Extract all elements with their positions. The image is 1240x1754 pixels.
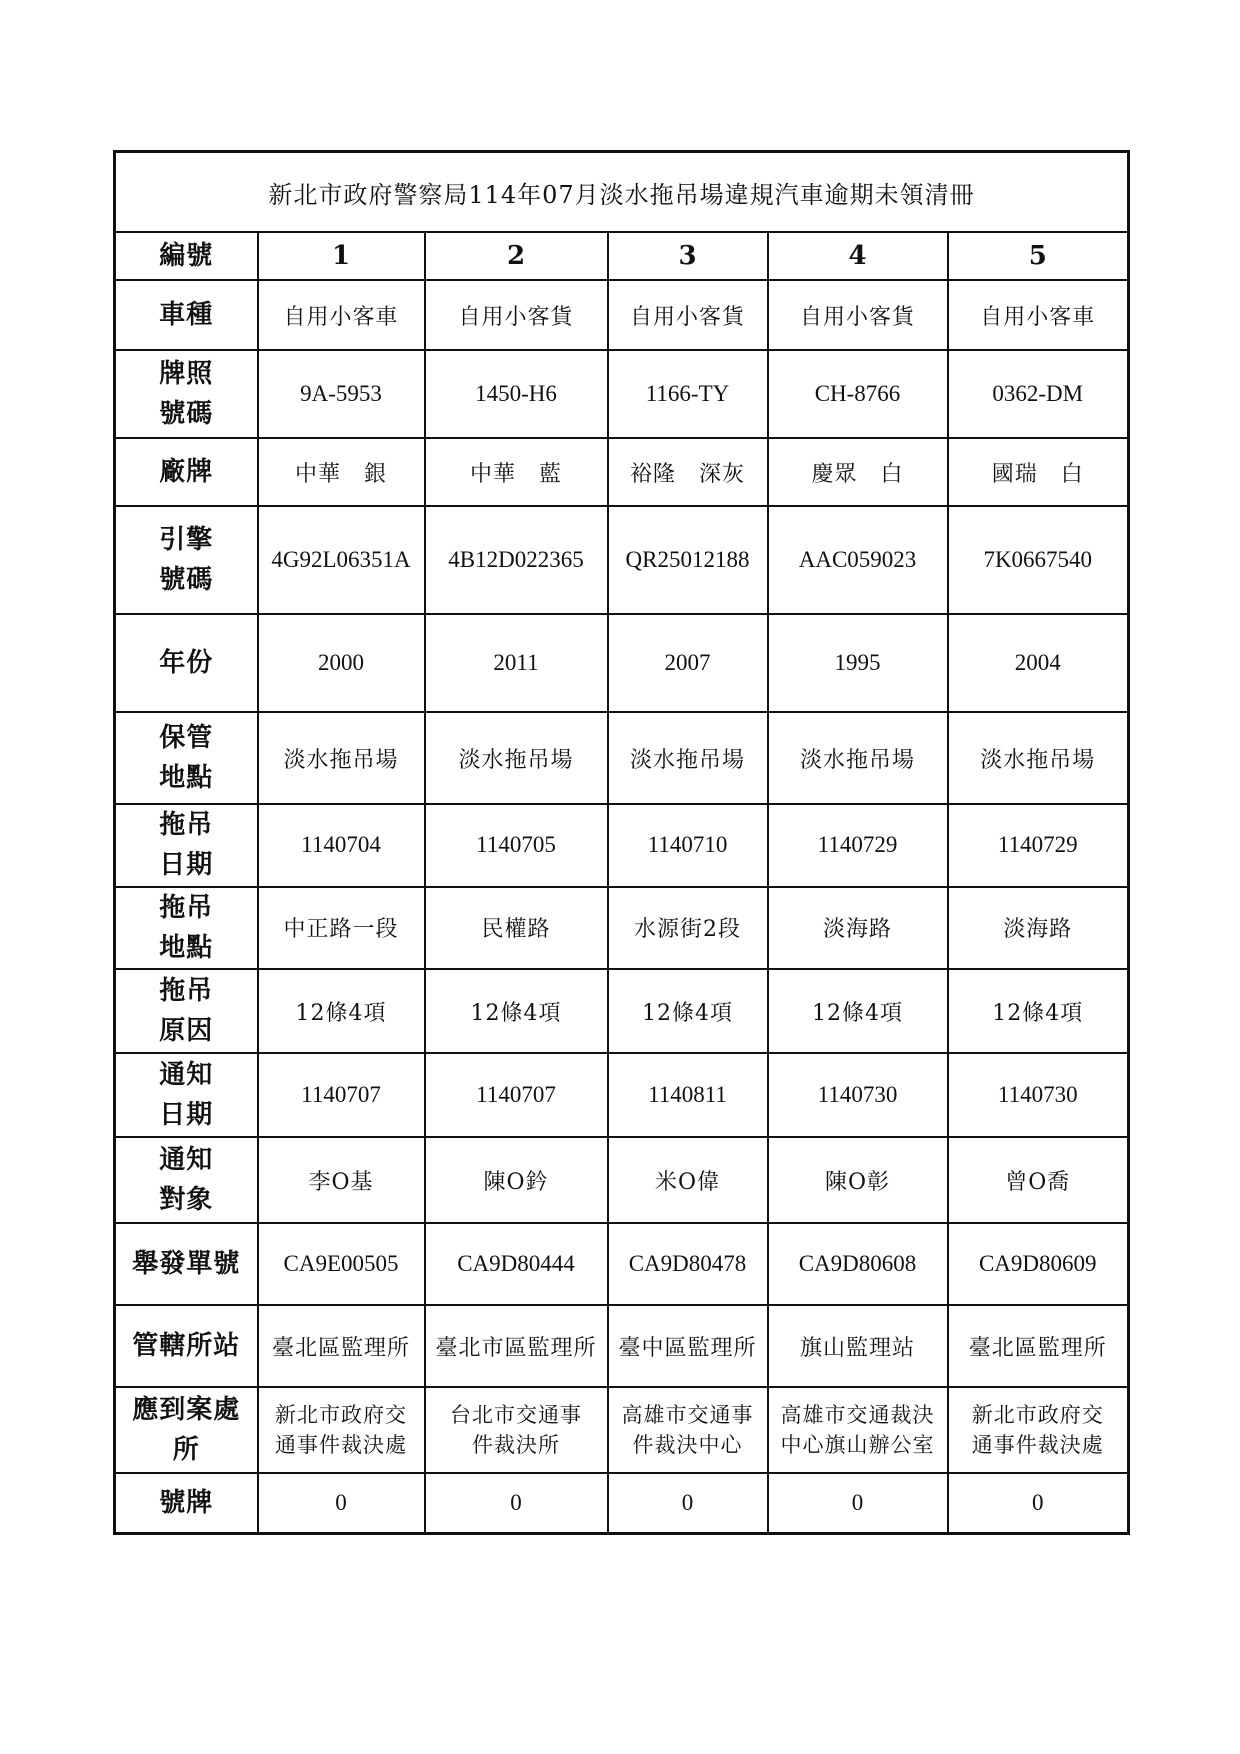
row-label-brand <box>115 438 258 506</box>
row-tow-location <box>115 887 1129 970</box>
row-notice-date <box>115 1053 1129 1137</box>
cell-id-2: 2 <box>425 232 608 280</box>
row-label-storage-location <box>115 712 258 804</box>
row-label-tow-location <box>115 887 258 970</box>
cell-tow-date-3: 1140710 <box>608 804 768 887</box>
row-label-line: 通知 <box>159 1059 214 1090</box>
row-label-plate-number <box>115 350 258 438</box>
cell-brand-5: 國瑞 白 <box>948 438 1129 506</box>
row-label-line: 地點 <box>159 932 214 963</box>
cell-tow-date-1: 1140704 <box>258 804 425 887</box>
row-label-line: 拖吊 <box>159 892 214 923</box>
cell-tow-reason-3: 12條4項 <box>608 969 768 1053</box>
row-label-line: 號碼 <box>159 565 214 595</box>
cell-engine-number-5: 7K0667540 <box>948 506 1129 614</box>
row-vehicle-type <box>115 280 1129 350</box>
row-label-line: 對象 <box>159 1185 214 1216</box>
cell-ticket-number-3: CA9D80478 <box>608 1223 768 1305</box>
cell-plate-count-1: 0 <box>258 1473 425 1533</box>
cell-tow-location-1: 中正路一段 <box>258 887 425 970</box>
row-tow-date <box>115 804 1129 887</box>
row-label-line: 牌照 <box>159 358 214 389</box>
cell-id-4: 4 <box>768 232 948 280</box>
cell-notice-recipient-1: 李O基 <box>258 1137 425 1223</box>
row-plate-count <box>115 1473 1129 1533</box>
cell-tow-date-2: 1140705 <box>425 804 608 887</box>
row-label-line: 管轄所站 <box>132 1331 241 1362</box>
cell-line: 件裁決中心 <box>632 1433 743 1458</box>
cell-jurisdiction-3: 臺中區監理所 <box>608 1305 768 1387</box>
row-year <box>115 614 1129 712</box>
cell-notice-date-3: 1140811 <box>608 1053 768 1137</box>
row-label-line: 拖吊 <box>159 975 214 1006</box>
cell-notice-date-5: 1140730 <box>948 1053 1129 1137</box>
cell-notice-recipient-3: 米O偉 <box>608 1137 768 1223</box>
cell-vehicle-type-1: 自用小客車 <box>258 280 425 350</box>
row-label-year <box>115 614 258 712</box>
cell-tow-reason-4: 12條4項 <box>768 969 948 1053</box>
cell-brand-2: 中華 藍 <box>425 438 608 506</box>
row-label-notice-date <box>115 1053 258 1137</box>
cell-ticket-number-2: CA9D80444 <box>425 1223 608 1305</box>
cell-id-3: 3 <box>608 232 768 280</box>
cell-year-1: 2000 <box>258 614 425 712</box>
cell-tow-location-4: 淡海路 <box>768 887 948 970</box>
cell-court-office-2 <box>425 1387 608 1473</box>
row-label-plate-count <box>115 1473 258 1533</box>
cell-notice-date-4: 1140730 <box>768 1053 948 1137</box>
cell-court-office-5 <box>948 1387 1129 1473</box>
row-label-notice-recipient <box>115 1137 258 1223</box>
cell-notice-date-1: 1140707 <box>258 1053 425 1137</box>
row-label-line: 地點 <box>159 763 214 793</box>
row-jurisdiction <box>115 1305 1129 1387</box>
cell-tow-reason-1: 12條4項 <box>258 969 425 1053</box>
cell-engine-number-3: QR25012188 <box>608 506 768 614</box>
cell-plate-number-1: 9A-5953 <box>258 350 425 438</box>
cell-line: 通事件裁決處 <box>971 1433 1104 1458</box>
row-label-line: 日期 <box>159 1100 214 1131</box>
row-label-line: 所 <box>172 1435 200 1466</box>
row-storage-location <box>115 712 1129 804</box>
row-label-ticket-number <box>115 1223 258 1305</box>
cell-plate-count-4: 0 <box>768 1473 948 1533</box>
cell-line: 高雄市交通事 <box>621 1402 754 1427</box>
cell-line: 中心旗山辦公室 <box>780 1433 935 1458</box>
cell-line: 通事件裁決處 <box>275 1433 407 1458</box>
cell-vehicle-type-3: 自用小客貨 <box>608 280 768 350</box>
cell-engine-number-4: AAC059023 <box>768 506 948 614</box>
cell-jurisdiction-4: 旗山監理站 <box>768 1305 948 1387</box>
cell-storage-location-3: 淡水拖吊場 <box>608 712 768 804</box>
row-label-tow-reason <box>115 969 258 1053</box>
row-label-line: 車種 <box>159 299 214 330</box>
row-label-line: 拖吊 <box>159 810 214 840</box>
row-label-line: 日期 <box>159 850 214 881</box>
row-label-line: 年份 <box>159 647 214 678</box>
document-title: 新北市政府警察局114年07月淡水拖吊場違規汽車逾期未領清冊 <box>115 152 1129 233</box>
cell-court-office-3 <box>608 1387 768 1473</box>
row-label-id <box>115 232 258 280</box>
row-label-jurisdiction <box>115 1305 258 1387</box>
row-label-line: 保管 <box>159 722 214 753</box>
cell-plate-count-5: 0 <box>948 1473 1129 1533</box>
row-ticket-number <box>115 1223 1129 1305</box>
cell-line: 新北市政府交 <box>971 1402 1104 1427</box>
row-label-line: 號碼 <box>159 399 214 429</box>
row-label-line: 應到案處 <box>132 1394 241 1425</box>
cell-plate-count-3: 0 <box>608 1473 768 1533</box>
row-label-vehicle-type <box>115 280 258 350</box>
cell-year-5: 2004 <box>948 614 1129 712</box>
cell-plate-number-2: 1450-H6 <box>425 350 608 438</box>
cell-plate-number-5: 0362-DM <box>948 350 1129 438</box>
row-plate-number <box>115 350 1129 438</box>
cell-ticket-number-4: CA9D80608 <box>768 1223 948 1305</box>
cell-line: 件裁決所 <box>472 1433 560 1458</box>
cell-ticket-number-1: CA9E00505 <box>258 1223 425 1305</box>
cell-tow-reason-2: 12條4項 <box>425 969 608 1053</box>
row-label-line: 舉發單號 <box>132 1249 241 1280</box>
cell-ticket-number-5: CA9D80609 <box>948 1223 1129 1305</box>
cell-year-3: 2007 <box>608 614 768 712</box>
row-label-line: 編號 <box>159 240 214 271</box>
row-label-line: 廠牌 <box>159 456 214 487</box>
row-label-line: 通知 <box>159 1144 214 1175</box>
cell-notice-date-2: 1140707 <box>425 1053 608 1137</box>
row-id <box>115 232 1129 280</box>
cell-engine-number-2: 4B12D022365 <box>425 506 608 614</box>
overdue-vehicle-register-table <box>113 150 1130 1535</box>
row-label-tow-date <box>115 804 258 887</box>
cell-tow-location-2: 民權路 <box>425 887 608 970</box>
cell-vehicle-type-4: 自用小客貨 <box>768 280 948 350</box>
cell-court-office-4 <box>768 1387 948 1473</box>
cell-storage-location-1: 淡水拖吊場 <box>258 712 425 804</box>
cell-tow-location-3: 水源街2段 <box>608 887 768 970</box>
cell-tow-date-4: 1140729 <box>768 804 948 887</box>
cell-storage-location-4: 淡水拖吊場 <box>768 712 948 804</box>
row-court-office <box>115 1387 1129 1473</box>
cell-vehicle-type-2: 自用小客貨 <box>425 280 608 350</box>
cell-storage-location-5: 淡水拖吊場 <box>948 712 1129 804</box>
row-label-engine-number <box>115 506 258 614</box>
cell-plate-count-2: 0 <box>425 1473 608 1533</box>
cell-year-4: 1995 <box>768 614 948 712</box>
cell-jurisdiction-2: 臺北市區監理所 <box>425 1305 608 1387</box>
cell-jurisdiction-1: 臺北區監理所 <box>258 1305 425 1387</box>
row-brand <box>115 438 1129 506</box>
cell-jurisdiction-5: 臺北區監理所 <box>948 1305 1129 1387</box>
cell-tow-location-5: 淡海路 <box>948 887 1129 970</box>
row-label-line: 引擎 <box>159 524 214 555</box>
row-label-line: 號牌 <box>159 1487 214 1518</box>
cell-line: 高雄市交通裁決 <box>780 1402 935 1427</box>
cell-storage-location-2: 淡水拖吊場 <box>425 712 608 804</box>
cell-notice-recipient-5: 曾O喬 <box>948 1137 1129 1223</box>
cell-notice-recipient-4: 陳O彰 <box>768 1137 948 1223</box>
row-engine-number <box>115 506 1129 614</box>
row-label-court-office <box>115 1387 258 1473</box>
row-notice-recipient <box>115 1137 1129 1223</box>
cell-tow-reason-5: 12條4項 <box>948 969 1129 1053</box>
cell-id-1: 1 <box>258 232 425 280</box>
cell-line: 台北市交通事 <box>450 1402 582 1427</box>
cell-year-2: 2011 <box>425 614 608 712</box>
cell-brand-4: 慶眾 白 <box>768 438 948 506</box>
cell-notice-recipient-2: 陳O鈐 <box>425 1137 608 1223</box>
cell-engine-number-1: 4G92L06351A <box>258 506 425 614</box>
cell-plate-number-4: CH-8766 <box>768 350 948 438</box>
cell-vehicle-type-5: 自用小客車 <box>948 280 1129 350</box>
cell-plate-number-3: 1166-TY <box>608 350 768 438</box>
cell-brand-1: 中華 銀 <box>258 438 425 506</box>
row-label-line: 原因 <box>159 1016 214 1047</box>
cell-tow-date-5: 1140729 <box>948 804 1129 887</box>
row-tow-reason <box>115 969 1129 1053</box>
cell-brand-3: 裕隆 深灰 <box>608 438 768 506</box>
cell-court-office-1 <box>258 1387 425 1473</box>
cell-line: 新北市政府交 <box>275 1402 407 1427</box>
cell-id-5: 5 <box>948 232 1129 280</box>
